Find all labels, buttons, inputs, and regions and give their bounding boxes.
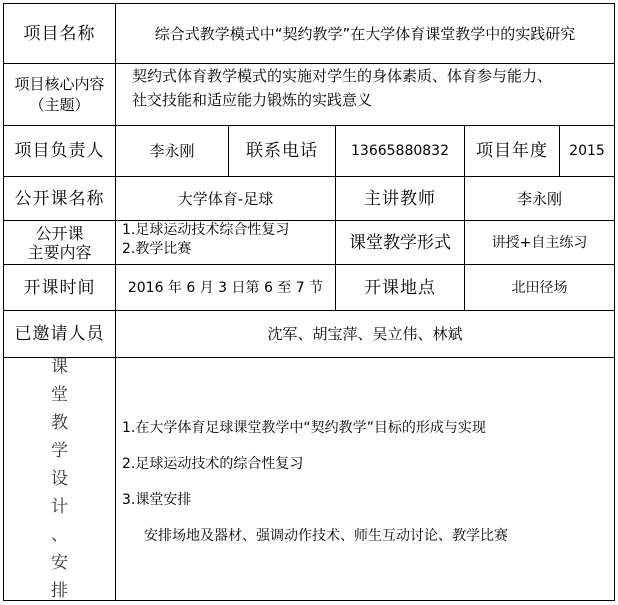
invited-label: 已邀请人员	[14, 324, 105, 344]
phone-label: 联系电话	[246, 141, 318, 161]
project-name-value: 综合式教学模式中“契约教学”在大学体育课堂教学中的实践研究	[154, 24, 576, 43]
teaching-form-value: 讲授+自主练习	[491, 234, 588, 251]
core-content-value-line2: 社交技能和适应能力锻炼的实践意义	[132, 91, 373, 109]
design-line-4: 安排场地及器材、强调动作技术、师生互动讨论、教学比赛	[144, 528, 508, 544]
design-label-char: 、	[51, 525, 68, 545]
design-label-char: 课	[51, 357, 68, 377]
teacher-label: 主讲教师	[364, 188, 436, 209]
class-place-value: 北田径场	[511, 279, 568, 296]
design-label-char: 计	[51, 497, 68, 517]
leader-value: 李永刚	[149, 142, 195, 160]
leader-label: 项目负责人	[14, 141, 105, 161]
class-time-label: 开课时间	[23, 277, 96, 298]
phone-value: 13665880832	[351, 143, 449, 159]
design-label-char: 堂	[51, 385, 68, 405]
year-value: 2015	[569, 143, 605, 159]
main-content-label-line2: 主要内容	[27, 242, 92, 262]
core-content-label	[4, 64, 115, 125]
table-border-bottom	[3, 600, 615, 601]
invited-value: 沈军、胡宝萍、吴立伟、林斌	[267, 325, 463, 343]
design-label-char: 安	[51, 553, 68, 573]
core-content-value	[116, 64, 614, 125]
classroom-design-content	[116, 358, 614, 600]
class-time-value: 2016 年 6 月 3 日第 6 至 7 节	[127, 279, 324, 296]
course-name-label: 公开课名称	[14, 188, 105, 209]
core-content-value-line1: 契约式体育教学模式的实施对学生的身体素质、体育参与能力、	[132, 67, 553, 85]
main-content-item1: 1.足球运动技术综合性复习	[122, 222, 290, 238]
design-label-char: 排	[51, 581, 68, 601]
design-label-char: 学	[51, 441, 68, 461]
teaching-form-label: 课堂教学形式	[349, 232, 451, 253]
design-label-char: 设	[51, 469, 68, 489]
year-label: 项目年度	[476, 141, 548, 161]
design-label-char: 教	[51, 413, 68, 433]
main-content-value	[116, 221, 335, 264]
classroom-design-label	[4, 358, 115, 600]
main-content-label-line1: 公开课	[35, 223, 84, 243]
class-place-label: 开课地点	[364, 277, 436, 298]
main-content-item2: 2.教学比赛	[122, 241, 192, 257]
core-content-label-line1: 项目核心内容	[14, 74, 105, 93]
course-name-value: 大学体育-足球	[177, 189, 274, 208]
project-name-label: 项目名称	[23, 23, 96, 44]
design-line-3: 3.课堂安排	[122, 492, 192, 508]
main-content-label	[4, 221, 115, 264]
design-line-1: 1.在大学体育足球课堂教学中“契约教学”目标的形成与实现	[122, 420, 486, 436]
core-content-label-line2: （主题）	[29, 95, 90, 114]
teacher-value: 李永刚	[516, 189, 562, 208]
table-border-right	[614, 3, 615, 601]
design-line-2: 2.足球运动技术的综合性复习	[122, 456, 304, 472]
